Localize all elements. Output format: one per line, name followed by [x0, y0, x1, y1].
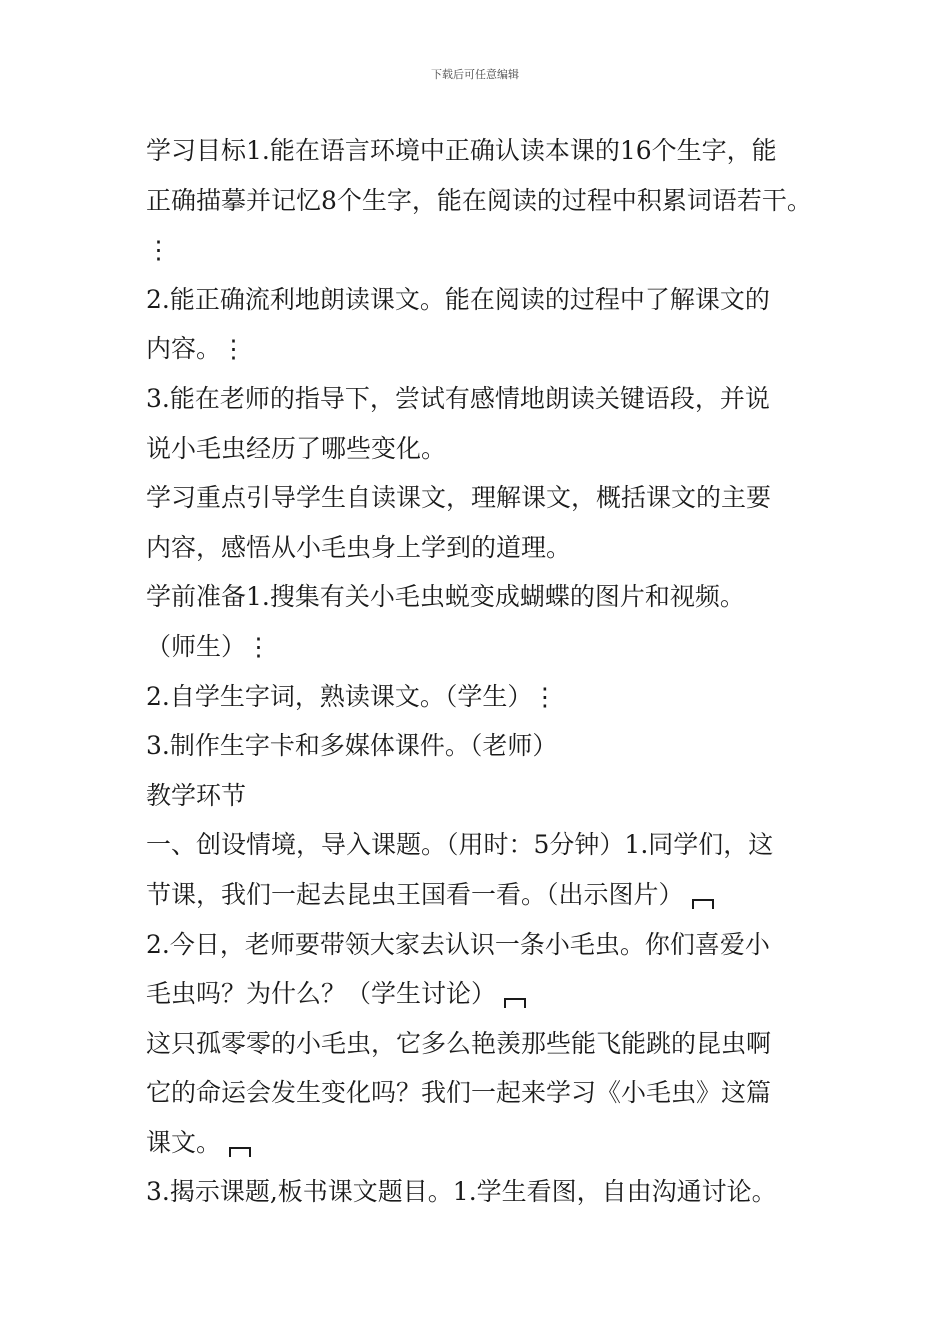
text-line: 3.揭示课题,板书课文题目。1.学生看图，自由沟通讨论。	[146, 1177, 777, 1207]
document-body	[146, 126, 826, 1217]
text-line: 3.能在老师的指导下，尝试有感情地朗读关键语段，并说	[146, 383, 770, 413]
text-line-with-mark	[146, 870, 826, 920]
text-line-with-mark	[146, 1118, 826, 1168]
bracket-mark-icon	[504, 998, 526, 1008]
text-line: 学前准备1.搜集有关小毛虫蜕变成蝴蝶的图片和视频。	[146, 582, 745, 612]
text-line: 2.能正确流利地朗读课文。能在阅读的过程中了解课文的	[146, 284, 770, 314]
text-line: 一、创设情境，导入课题。（用时：5分钟）1.同学们，这	[146, 830, 774, 860]
text-line-text: 课文。	[146, 1127, 222, 1157]
text-line: 这只孤零零的小毛虫，它多么艳羡那些能飞能跳的昆虫啊	[146, 1028, 772, 1058]
text-line: 2.今日，老师要带领大家去认识一条小毛虫。你们喜爱小	[146, 929, 770, 959]
text-line: 学习重点引导学生自读课文，理解课文，概括课文的主要	[146, 483, 772, 513]
text-line: 教学环节	[146, 780, 247, 810]
text-line: 正确描摹并记忆8个生字，能在阅读的过程中积累词语若干。	[146, 185, 812, 215]
text-line: 2.自学生字词，熟读课文。（学生）⋮	[146, 681, 558, 711]
bracket-mark-icon	[692, 899, 714, 909]
text-line: ⋮	[146, 235, 171, 265]
text-line: （师生）⋮	[146, 631, 272, 661]
text-line: 它的命运会发生变化吗？我们一起来学习《小毛虫》这篇	[146, 1078, 772, 1108]
bracket-mark-icon	[229, 1147, 251, 1157]
text-line-with-mark	[146, 969, 826, 1019]
text-line: 说小毛虫经历了哪些变化。	[146, 433, 447, 463]
text-line: 3.制作生字卡和多媒体课件。（老师）	[146, 731, 558, 761]
text-line-text: 节课，我们一起去昆虫王国看一看。（出示图片）	[146, 879, 684, 909]
text-line-text: 毛虫吗？为什么？（学生讨论）	[146, 979, 497, 1009]
text-line: 内容。⋮	[146, 334, 247, 364]
page-header: 下载后可任意编辑	[431, 68, 519, 81]
text-line: 内容，感悟从小毛虫身上学到的道理。	[146, 532, 572, 562]
text-line: 学习目标1.能在语言环境中正确认读本课的16个生字，能	[146, 136, 777, 165]
